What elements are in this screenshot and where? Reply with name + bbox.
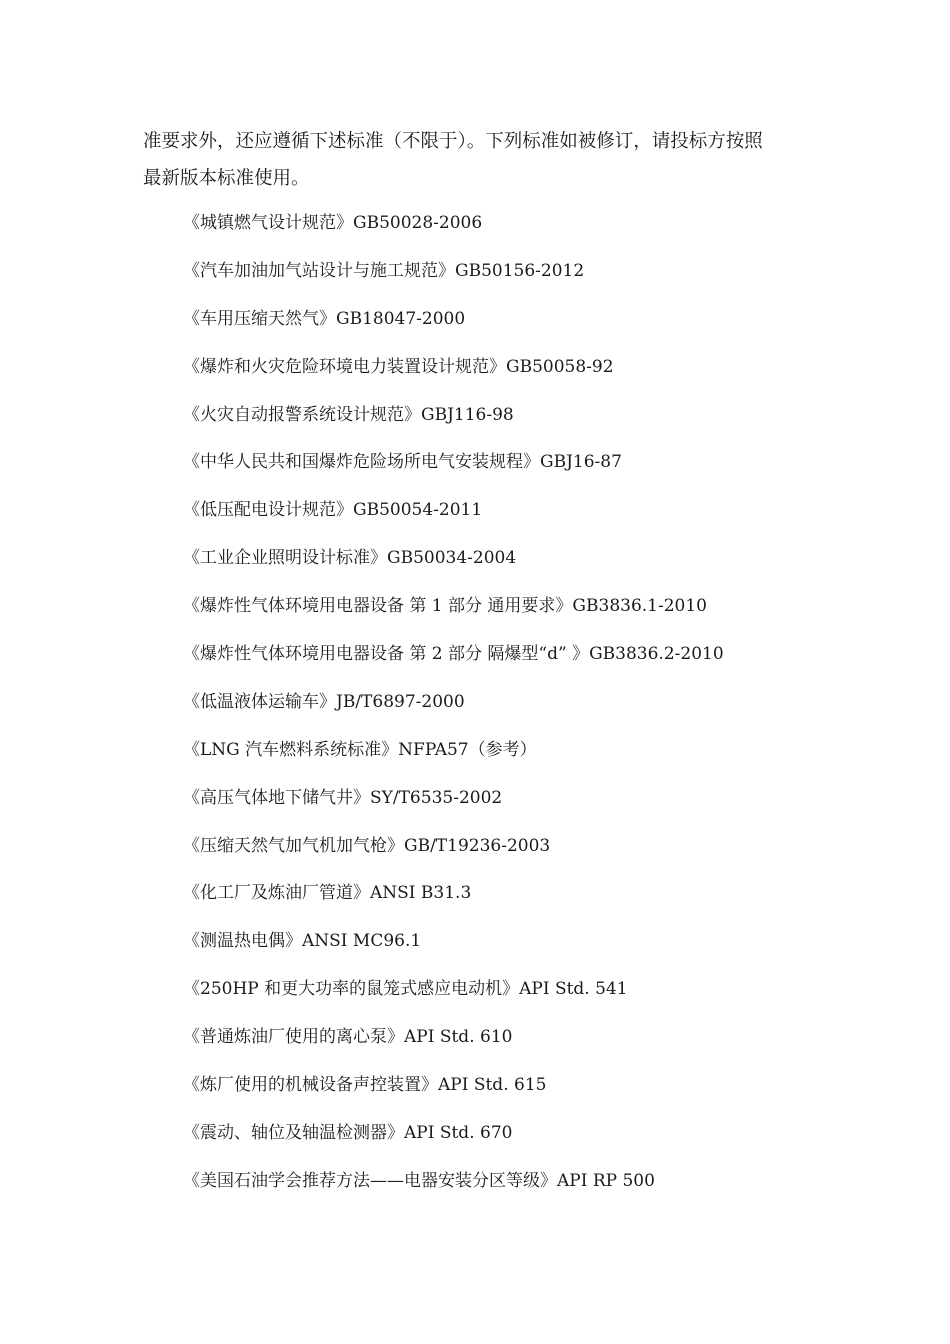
standard-item: 《LNG 汽车燃料系统标准》NFPA57（参考） [183, 739, 537, 760]
standard-item: 《车用压缩天然气》GB18047-2000 [183, 308, 466, 329]
standard-item: 《爆炸性气体环境用电器设备 第 2 部分 隔爆型“d” 》GB3836.2-2010 [183, 644, 724, 665]
standard-item: 《爆炸和火灾危险环境电力装置设计规范》GB50058-92 [183, 356, 614, 377]
standard-item: 《低压配电设计规范》GB50054-2011 [183, 500, 483, 521]
standard-item: 《中华人民共和国爆炸危险场所电气安装规程》GBJ16-87 [183, 452, 622, 473]
standard-item: 《高压气体地下储气井》SY/T6535-2002 [183, 787, 503, 808]
intro-line-2: 最新版本标准使用。 [143, 168, 310, 189]
standard-item: 《炼厂使用的机械设备声控装置》API Std. 615 [183, 1075, 547, 1096]
standard-item: 《普通炼油厂使用的离心泵》API Std. 610 [183, 1027, 513, 1048]
standard-item: 《低温液体运输车》JB/T6897-2000 [183, 691, 465, 712]
standard-item: 《美国石油学会推荐方法——电器安装分区等级》API RP 500 [183, 1170, 655, 1191]
standard-item: 《250HP 和更大功率的鼠笼式感应电动机》API Std. 541 [183, 979, 628, 1000]
standard-item: 《汽车加油加气站设计与施工规范》GB50156-2012 [183, 260, 585, 281]
standard-item: 《城镇燃气设计规范》GB50028-2006 [183, 213, 483, 233]
intro-line-1: 准要求外，还应遵循下述标准（不限于）。下列标准如被修订，请投标方按照 [143, 131, 763, 152]
standard-item: 《火灾自动报警系统设计规范》GBJ116-98 [183, 404, 514, 425]
standard-item: 《测温热电偶》ANSI MC96.1 [183, 931, 422, 952]
standard-item: 《工业企业照明设计标准》GB50034-2004 [183, 548, 517, 569]
standard-item: 《震动、轴位及轴温检测器》API Std. 670 [183, 1122, 513, 1143]
standards-list [183, 207, 724, 1213]
standard-item: 《压缩天然气加气机加气枪》GB/T19236-2003 [183, 835, 551, 856]
standard-item: 《化工厂及炼油厂管道》ANSI B31.3 [183, 883, 472, 904]
standard-item: 《爆炸性气体环境用电器设备 第 1 部分 通用要求》GB3836.1-2010 [183, 596, 707, 617]
intro-paragraph [143, 123, 843, 197]
